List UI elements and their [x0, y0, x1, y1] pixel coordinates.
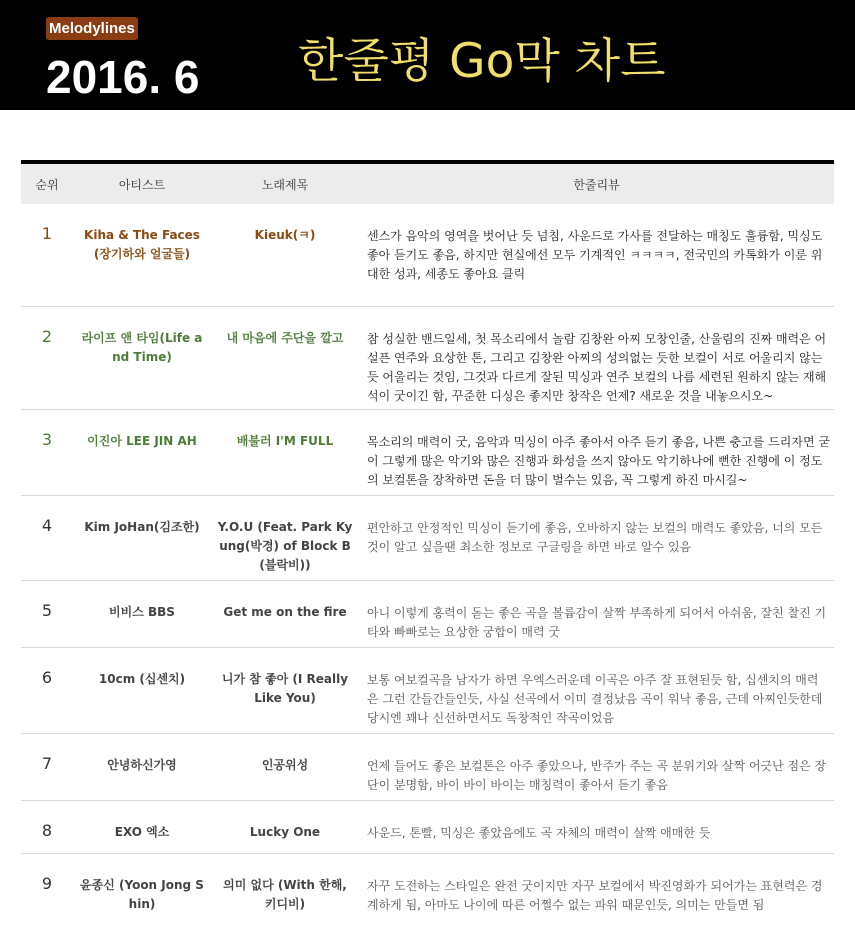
rank-cell: 8 — [41, 821, 53, 840]
table-row — [21, 204, 834, 307]
rank-cell: 7 — [41, 754, 53, 773]
artist-cell: 라이프 앤 타임(Life and Time) — [81, 331, 203, 364]
table-header — [21, 164, 834, 204]
review-cell: 자꾸 도전하는 스타일은 완전 굿이지만 자꾸 보컬에서 박진영화가 되어가는 표현력은 경계하게 됨, 아마도 나이에 따른 어쩔수 없는 파워 때문인듯, 의미는 만들면 됨 — [367, 879, 823, 912]
artist-cell: 10cm (십센치) — [98, 672, 186, 686]
song-cell: 배불러 I'M FULL — [236, 434, 334, 448]
artist-cell: Kim JoHan(김조한) — [84, 520, 200, 534]
issue-date: 2016. 6 — [46, 51, 200, 103]
chart-table — [21, 160, 834, 940]
review-cell: 아니 이렇게 홍력이 돋는 좋은 곡을 볼륨감이 살짝 부족하게 되어서 아쉬움, 잘친 찰진 기타와 빠빠로는 요상한 궁합이 매력 굿 — [367, 606, 827, 639]
review-cell: 사운드, 톤빨, 믹싱은 좋았음에도 곡 자체의 매력이 살짝 애매한 듯 — [367, 826, 711, 840]
song-cell: 인공위성 — [261, 758, 309, 772]
review-cell: 센스가 음악의 영역을 벗어난 듯 넘침, 사운드로 가사를 전달하는 매칭도 훌륭함, 믹싱도 좋아 듣기도 좋음, 하지만 현실에선 모두 기계적인 ㅋㅋㅋㅋ, 전국민의 카톡화가 이룬 위대한 성과, 세종도 좋아요 클릭 — [367, 229, 823, 281]
artist-cell: Kiha & The Faces(장기하와 얼굴들) — [84, 228, 200, 261]
review-cell: 편안하고 안정적인 믹싱이 듣기에 좋음, 오바하지 않는 보컬의 매력도 좋았음, 너의 모든것이 알고 싶을땐 최소한 정보로 구글링을 하면 바로 알수 있음 — [367, 521, 823, 554]
song-cell: Get me on the fire — [223, 605, 347, 619]
artist-cell: 비비스 BBS — [109, 605, 175, 619]
table-row — [21, 410, 834, 496]
header-banner — [0, 0, 855, 110]
rank-cell: 2 — [41, 327, 53, 346]
song-cell: Y.O.U (Feat. Park Kyung(박경) of Block B(블락비)) — [217, 520, 353, 572]
review-cell: 목소리의 매력이 굿, 음악과 믹싱이 아주 좋아서 아주 듣기 좋음, 나쁜 충고를 드리자면 굳이 그렇게 많은 악기와 많은 진행과 화성을 쓰지 않아도 악기하나에 뻔한 진행에 이 정도의 보컬톤을 장착하면 돈을 더 많이 벌수는 있음, 꼭 그렇게 하진 마시길~ — [367, 435, 830, 487]
rank-cell: 6 — [41, 668, 53, 687]
review-cell: 참 성실한 밴드일세, 첫 목소리에서 놀람 김창완 아찌 모창인줄, 산울림의 진짜 매력은 어설픈 연주와 요상한 톤, 그리고 김창완 아찌의 성의없는 듯한 보컬이 서로 어울리지 않는 듯 어울리는 것임, 그것과 다르게 잘된 믹싱과 연주 보컬의 나름 세련된 원하지 않는 재해석이 굿이긴 함, 꾸준한 디싱은 좋지만 창작은 언제? 새로운 것을 내놓으시오~ — [367, 332, 827, 403]
table-row — [21, 734, 834, 801]
table-row — [21, 496, 834, 581]
song-cell: Lucky One — [249, 825, 321, 839]
column-header-artist: 아티스트 — [118, 177, 166, 192]
review-cell: 보통 여보컬곡을 남자가 하면 우엑스러운데 이곡은 아주 잘 표현된듯 함, 십센치의 매력은 그런 간들간들인듯, 사실 선곡에서 이미 결정났음 곡이 워낙 좋음, 근데 아찌인듯한데 당시엔 꽤나 신선하면서도 독창적인 작곡이었음 — [367, 673, 823, 725]
chart-title: 한줄평 Go막 차트 — [298, 34, 666, 89]
column-header-review: 한줄리뷰 — [573, 177, 620, 192]
song-cell: 의미 없다 (With 한해, 키디비) — [223, 878, 347, 911]
table-row — [21, 307, 834, 410]
review-cell: 언제 들어도 좋은 보컬톤은 아주 좋았으나, 반주가 주는 곡 분위기와 살짝 어긋난 점은 장단이 분명함, 바이 바이 바이는 매칭력이 좋아서 듣기 좋음 — [367, 759, 827, 792]
column-header-rank: 순위 — [35, 177, 59, 192]
brand-badge: Melodylines — [46, 17, 138, 40]
song-cell: Kieuk(ㅋ) — [254, 228, 316, 242]
artist-cell: 안녕하신가영 — [107, 758, 177, 772]
rank-cell: 3 — [41, 430, 53, 449]
table-row — [21, 801, 834, 854]
artist-cell: EXO 엑소 — [114, 825, 170, 839]
song-cell: 니가 참 좋아 (I Really Like You) — [221, 672, 349, 705]
column-header-song: 노래제목 — [261, 177, 309, 192]
table-row — [21, 581, 834, 648]
rank-cell: 1 — [41, 224, 53, 243]
artist-cell: 윤종신 (Yoon Jong Shin) — [80, 878, 204, 911]
rank-cell: 9 — [41, 874, 53, 893]
table-row — [21, 854, 834, 940]
artist-cell: 이진아 LEE JIN AH — [87, 434, 197, 448]
rank-cell: 4 — [41, 516, 53, 535]
table-row — [21, 648, 834, 734]
rank-cell: 5 — [41, 601, 53, 620]
song-cell: 내 마음에 주단을 깔고 — [226, 331, 344, 345]
